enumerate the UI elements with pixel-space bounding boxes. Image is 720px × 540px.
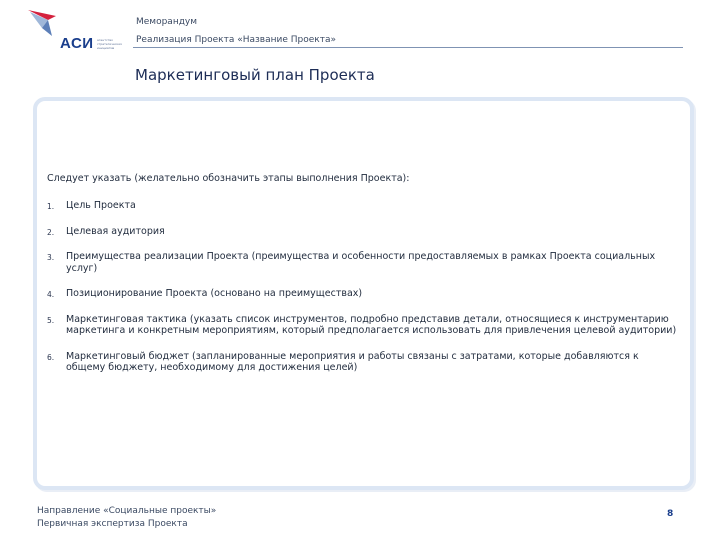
list-item-number: 3. xyxy=(47,253,55,262)
page-number: 8 xyxy=(667,509,674,519)
requirements-list xyxy=(47,200,677,374)
list-item-number: 1. xyxy=(47,202,55,211)
list-item xyxy=(47,226,677,238)
list-item-text: Целевая аудитория xyxy=(66,225,165,237)
logo-subtitle: агентство стратегических инициатив xyxy=(97,38,123,50)
list-item xyxy=(47,200,677,212)
list-item-text: Позиционирование Проекта (основано на преимуществах) xyxy=(66,288,363,299)
list-item-text: Маркетинговый бюджет (запланированные мероприятия и работы связаны с затратами, которые добавляются к общему бюджету, необходимому для достижения целей) xyxy=(66,350,639,373)
list-item-text: Преимущества реализации Проекта (преимущества и особенности предоставляемых в рамках Проекта социальных услуг) xyxy=(66,251,656,274)
list-item-number: 2. xyxy=(47,227,55,237)
list-item xyxy=(47,251,677,274)
list-item-number: 4. xyxy=(47,290,55,299)
logo-text: АСИ xyxy=(60,35,94,52)
header-divider xyxy=(133,47,683,48)
page-title: Маркетинговый план Проекта xyxy=(135,66,375,84)
list-item-number: 5. xyxy=(47,315,55,325)
footer-stage: Первичная экспертиза Проекта xyxy=(37,519,188,529)
list-item-number: 6. xyxy=(47,352,55,362)
list-item xyxy=(47,314,677,337)
list-item xyxy=(47,351,677,374)
project-line: Реализация Проекта «Название Проекта» xyxy=(136,35,336,45)
doc-type: Меморандум xyxy=(136,17,198,27)
asi-logo xyxy=(26,6,121,56)
list-item-text: Цель Проекта xyxy=(66,200,136,211)
list-item-text: Маркетинговая тактика (указать список инструментов, подробно представив детали, относящиеся к инструментарию маркетинга и конкретным мероприятиям, который предполагается использовать для привлечения целевой аудитории) xyxy=(66,313,677,336)
footer-direction: Направление «Социальные проекты» xyxy=(37,506,217,516)
list-item xyxy=(47,288,677,300)
intro-text: Следует указать (желательно обозначить этапы выполнения Проекта): xyxy=(47,173,410,184)
